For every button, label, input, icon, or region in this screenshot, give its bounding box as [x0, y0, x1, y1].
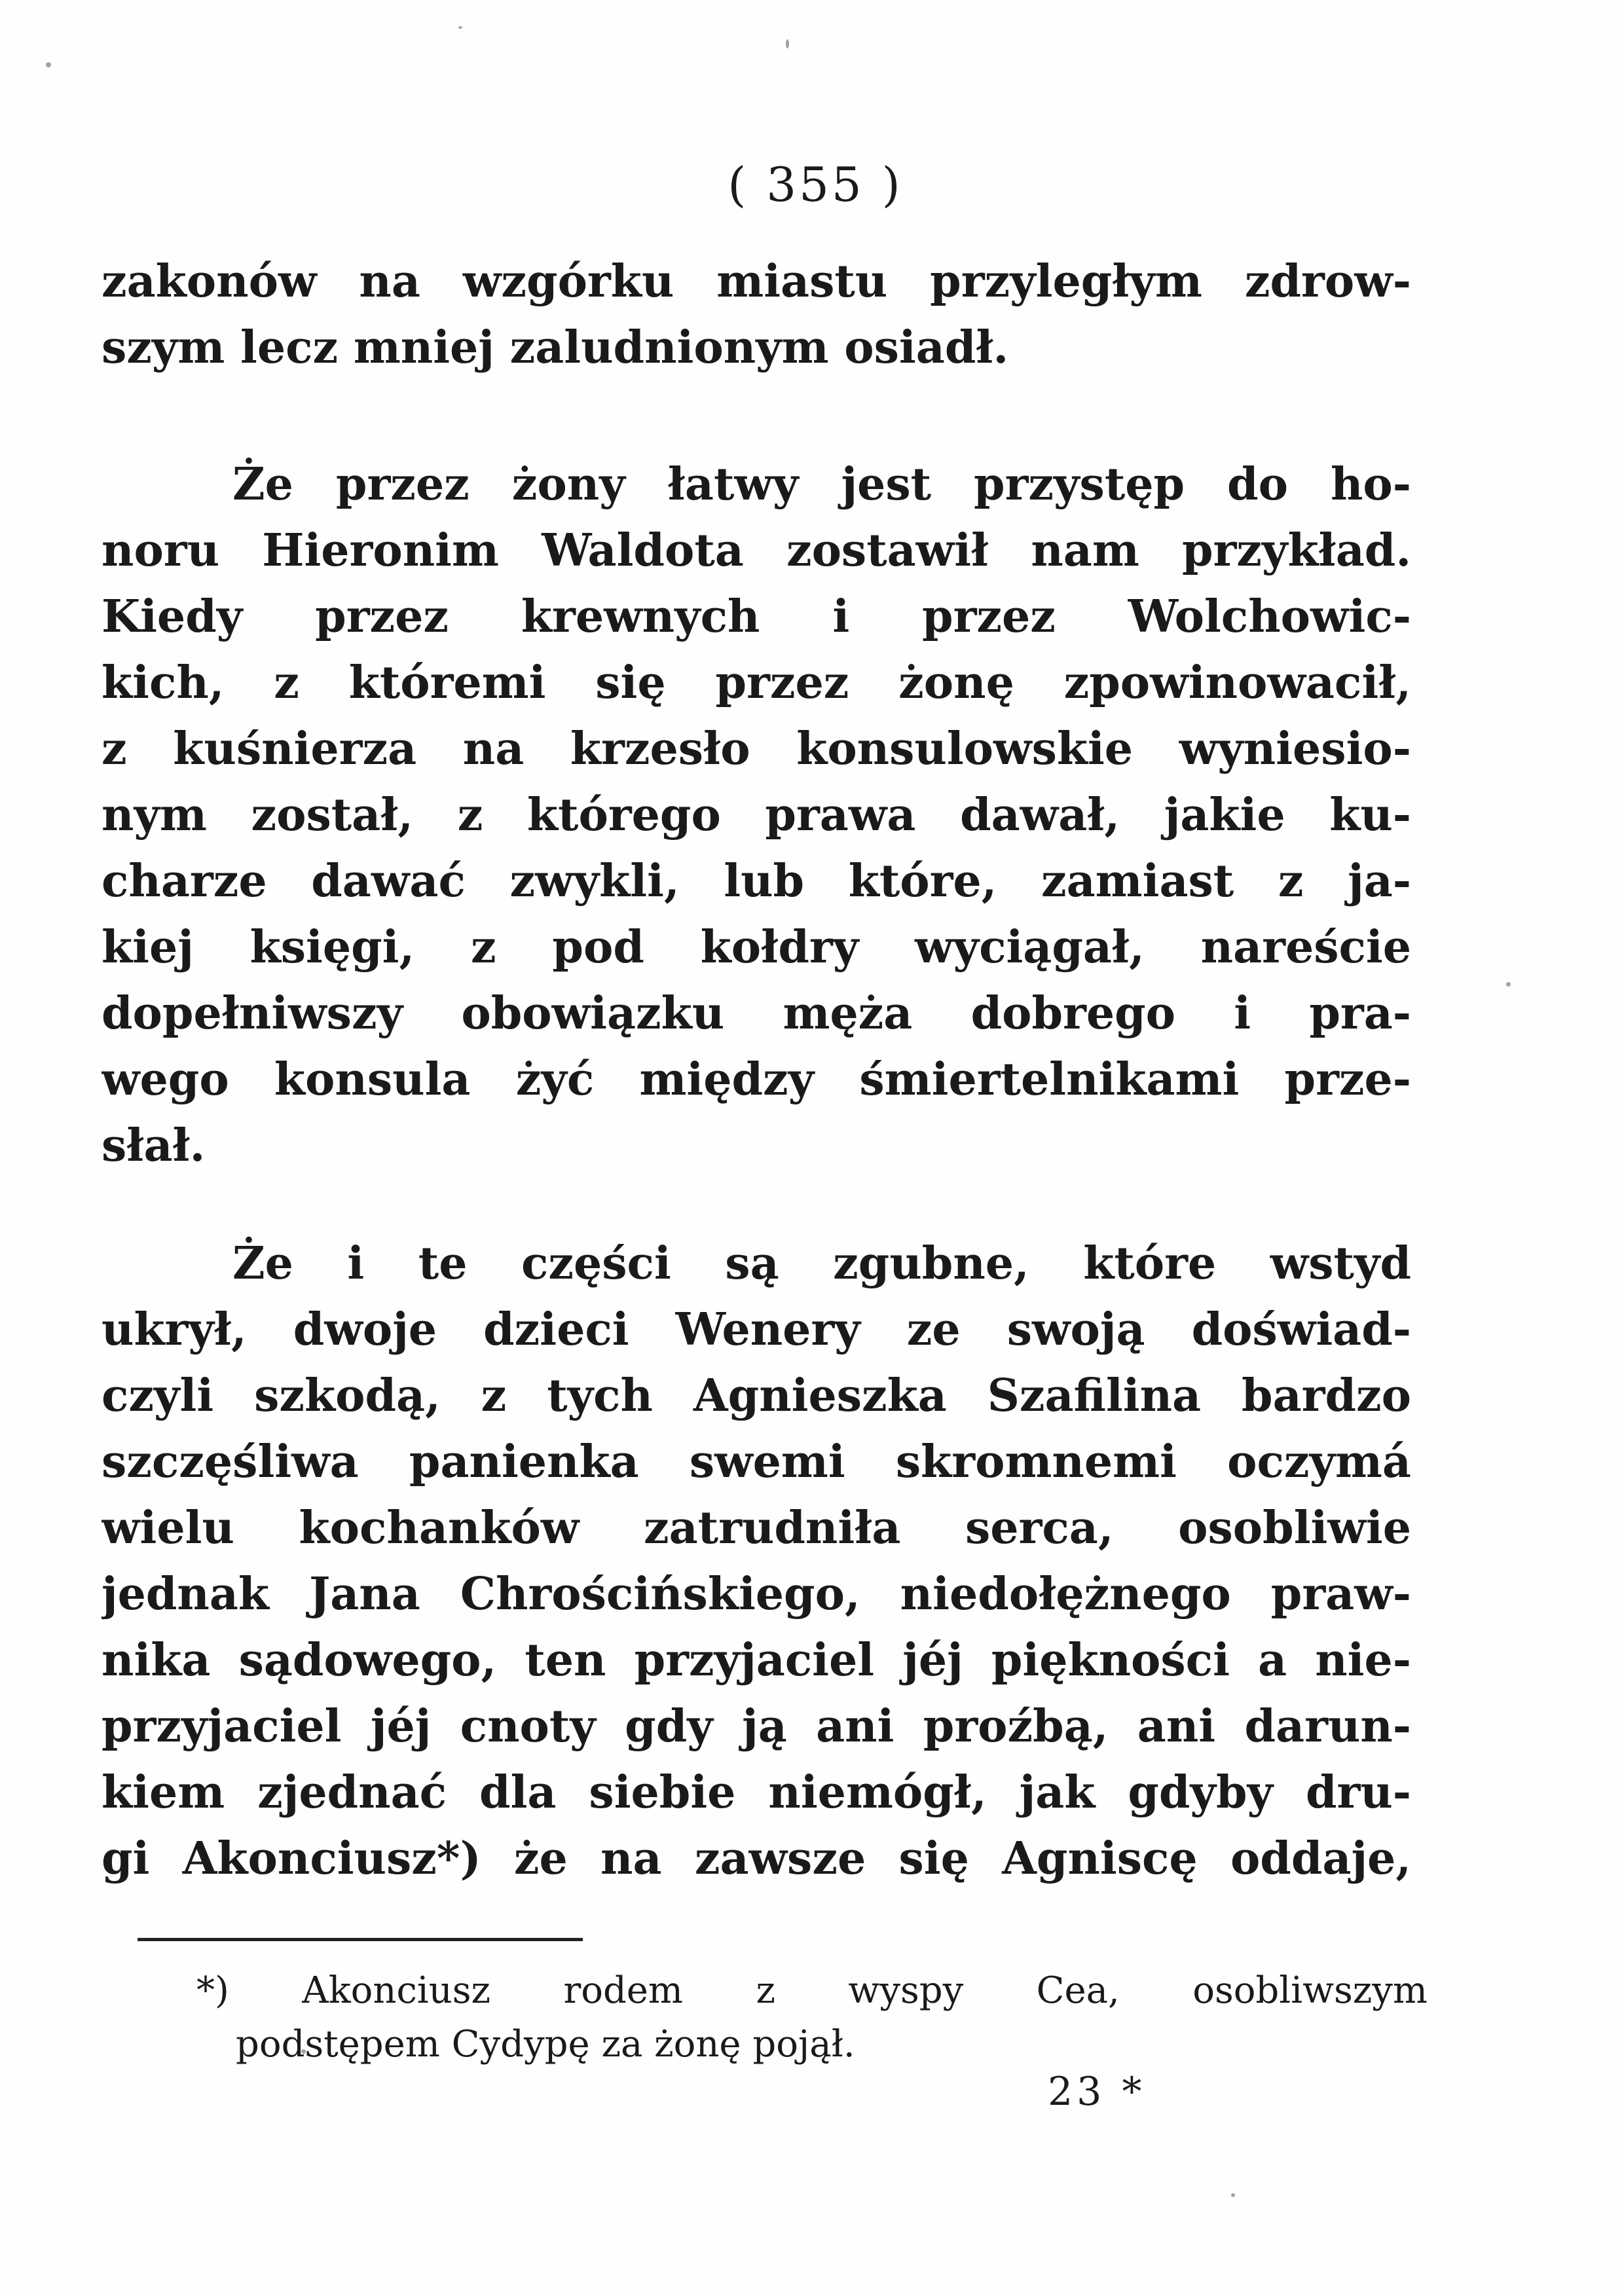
- text-line: Kiedy przez krewnych i przez Wolchowic-: [101, 591, 1411, 643]
- text-line: Że i te części są zgubne, które wstyd: [232, 1237, 1411, 1290]
- text-line: szczęśliwa panienka swemi skromnemi oczymá: [101, 1436, 1411, 1488]
- text-line: gi Akonciusz*) że na zawsze się Agniscę oddaje,: [101, 1832, 1411, 1885]
- paper-speck: [458, 26, 462, 29]
- text-line: nika sądowego, ten przyjaciel jéj piękności a nie-: [101, 1634, 1411, 1686]
- text-line: charze dawać zwykli, lub które, zamiast z ja-: [101, 855, 1411, 907]
- paragraph-2: [101, 452, 1411, 1179]
- text-line: wego konsula żyć między śmiertelnikami prze-: [101, 1053, 1411, 1106]
- paragraph-3: [101, 1231, 1411, 1892]
- footnote-line: *) Akonciusz rodem z wyspy Cea, osobliwszym: [196, 1969, 1428, 2012]
- text-line: zakonów na wzgórku miastu przyległym zdrow-: [101, 255, 1411, 308]
- paper-speck: [1231, 2193, 1235, 2197]
- text-line: kich, z któremi się przez żonę zpowinowacił,: [101, 657, 1411, 709]
- text-line: wielu kochanków zatrudniła serca, osobliwie: [101, 1502, 1411, 1554]
- text-line: jednak Jana Chrościńskiego, niedołężnego praw-: [101, 1568, 1411, 1620]
- page-number: ( 355 ): [728, 157, 903, 212]
- paper-speck: [46, 62, 51, 67]
- text-line: nym został, z którego prawa dawał, jakie ku-: [101, 789, 1411, 841]
- text-line: dopełniwszy obowiązku męża dobrego i pra-: [101, 987, 1411, 1040]
- footnote-rule: [138, 1938, 583, 1941]
- paper-speck: [786, 39, 789, 48]
- paragraph-1: [101, 249, 1411, 381]
- signature-mark: 23 *: [1048, 2069, 1146, 2115]
- text-line: przyjaciel jéj cnoty gdy ją ani proźbą, ani darun-: [101, 1700, 1411, 1753]
- footnote-line: podstępem Cydypę za żonę pojął.: [236, 2023, 855, 2066]
- text-line: czyli szkodą, z tych Agnieszka Szafilina bardzo: [101, 1370, 1411, 1422]
- text-line: słał.: [101, 1120, 206, 1172]
- text-line: szym lecz mniej zaludnionym osiadł.: [101, 321, 1009, 374]
- text-line: ukrył, dwoje dzieci Wenery ze swoją doświad-: [101, 1303, 1411, 1356]
- text-line: kiej księgi, z pod kołdry wyciągał, nareście: [101, 921, 1411, 974]
- footnote: [196, 1964, 1441, 2071]
- text-line: noru Hieronim Waldota zostawił nam przykład.: [101, 524, 1411, 577]
- text-line: z kuśnierza na krzesło konsulowskie wyniesio-: [101, 723, 1411, 775]
- text-line: Że przez żony łatwy jest przystęp do ho-: [232, 458, 1411, 511]
- paper-speck: [1506, 982, 1511, 987]
- page-number-header: [0, 157, 1624, 212]
- text-line: kiem zjednać dla siebie niemógł, jak gdyby dru-: [101, 1766, 1411, 1819]
